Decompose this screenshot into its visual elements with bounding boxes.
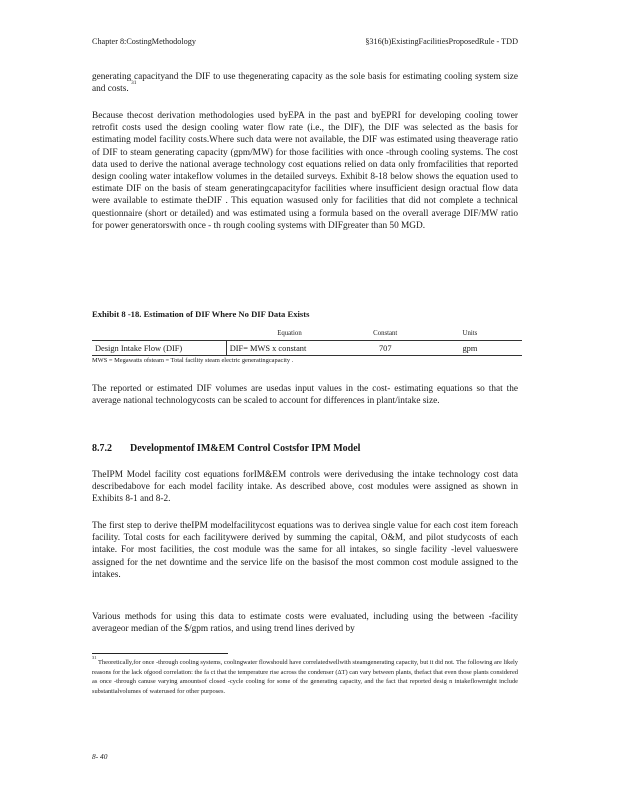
exhibit-cell-constant: 707 (353, 341, 418, 356)
exhibit-note: MWS = Megawatts ofsteam = Total facility steam electric generatingcapacity . (92, 357, 294, 364)
exhibit-cell-equation: DIF= MWS x constant (226, 341, 352, 356)
footnote-divider (92, 653, 228, 654)
exhibit-cell-name: Design Intake Flow (DIF) (92, 341, 226, 356)
table-row (92, 341, 522, 356)
section-number: 8.7.2 (92, 443, 112, 454)
footnote-text: Theoretically,for once -through cooling systems, coolingwater flowshould have correlatedwellwith steamgenerating capacity, but it did not. The following are likely reasons for the lack ofgood correlation: the fa ct that the temperature rise across the condenser (ΔT) can vary between plants, thefact that even those plants considered as once -through canuse varying amountsof closed -cycle cooling for some of the generating capacity, and the fact that reported desig n intakeflowmight include substantialvolumes of waterused for other purposes. (92, 659, 518, 695)
paragraph-3: The reported or estimated DIF volumes are usedas input values in the cost- estimating equations so that the average national technologycosts can be scaled to account for differences in plant/intake size. (92, 384, 518, 407)
exhibit-table (92, 326, 522, 356)
exhibit-cell-units: gpm (418, 341, 522, 356)
paragraph-1-text: generating capacityand the DIF to use thegenerating capacity as the sole basis for estimating cooling system size and costs. (92, 72, 518, 95)
exhibit-header-row (92, 326, 522, 341)
section-title: Developmentof IM&EM Control Costsfor IPM Model (130, 443, 361, 454)
exhibit-col-units: Units (462, 329, 478, 337)
paragraph-1 (92, 71, 518, 95)
exhibit-title: Exhibit 8 -18. Estimation of DIF Where No DIF Data Exists (92, 309, 310, 319)
page-number: 8- 40 (92, 752, 108, 761)
exhibit-col-equation: Equation (277, 329, 302, 337)
paragraph-2: Because thecost derivation methodologies used byEPA in the past and byEPRI for developing cooling tower retrofit costs used the design cooling water flow rate (i.e., the DIF), the DIF was selected as the basis for estimating model facility costs.Where such data were not available, the DIF was estimated using theaverage ratio of DIF to steam generating capacity (gpm/MW) for those facilities with once -through cooling systems. The cost data used to derive the national average technology cost equations relied on data only fromfacilities that reported design cooling water intakeflow volumes in the detailed surveys. Exhibit 8-18 below shows the equation used to estimate DIF on the basis of steam generatingcapacityfor facilities where insufficient design oractual flow data were available to estimate theDIF . This equation wasused only for facilities that did not complete a technical questionnaire (short or detailed) and was estimated using a formula based on the overall average DIF/MW ratio for power generatorswith once - th rough cooling systems with DIFgreater than 50 MGD. (92, 111, 518, 231)
paragraph-5: The first step to derive theIPM modelfacilitycost equations was to derivea single value for each cost item foreach facility. Total costs for each facilitywere derived by summing the capital, O&M, and pilot studycosts of each intake. For most facilities, the cost module was the same for all intakes, so single facility -level valueswere assigned for the net downtime and the service life on the basisof the most common cost module assigned to the intakes. (92, 521, 518, 580)
header-chapter: Chapter 8:CostingMethodology (92, 37, 196, 46)
section-heading (92, 443, 360, 454)
footnote-ref[interactable]: 31 (131, 80, 137, 87)
paragraph-6: Various methods for using this data to estimate costs were evaluated, including using the between -facility averageor median of the $/gpm ratios, and using trend lines derived by (92, 612, 518, 635)
paragraph-4: TheIPM Model facility cost equations forIM&EM controls were derivedusing the intake technology cost data describedabove for each model facility intake. As described above, cost modules were assigned as shown in Exhibits 8-1 and 8-2. (92, 470, 518, 505)
header-rule: §316(b)ExistingFacilitiesProposedRule - TDD (365, 37, 518, 46)
page-header (92, 37, 532, 51)
exhibit-col-blank (92, 326, 226, 341)
exhibit-col-constant: Constant (373, 329, 398, 337)
footnote (92, 655, 518, 696)
footnote-number: 31 (92, 655, 97, 660)
